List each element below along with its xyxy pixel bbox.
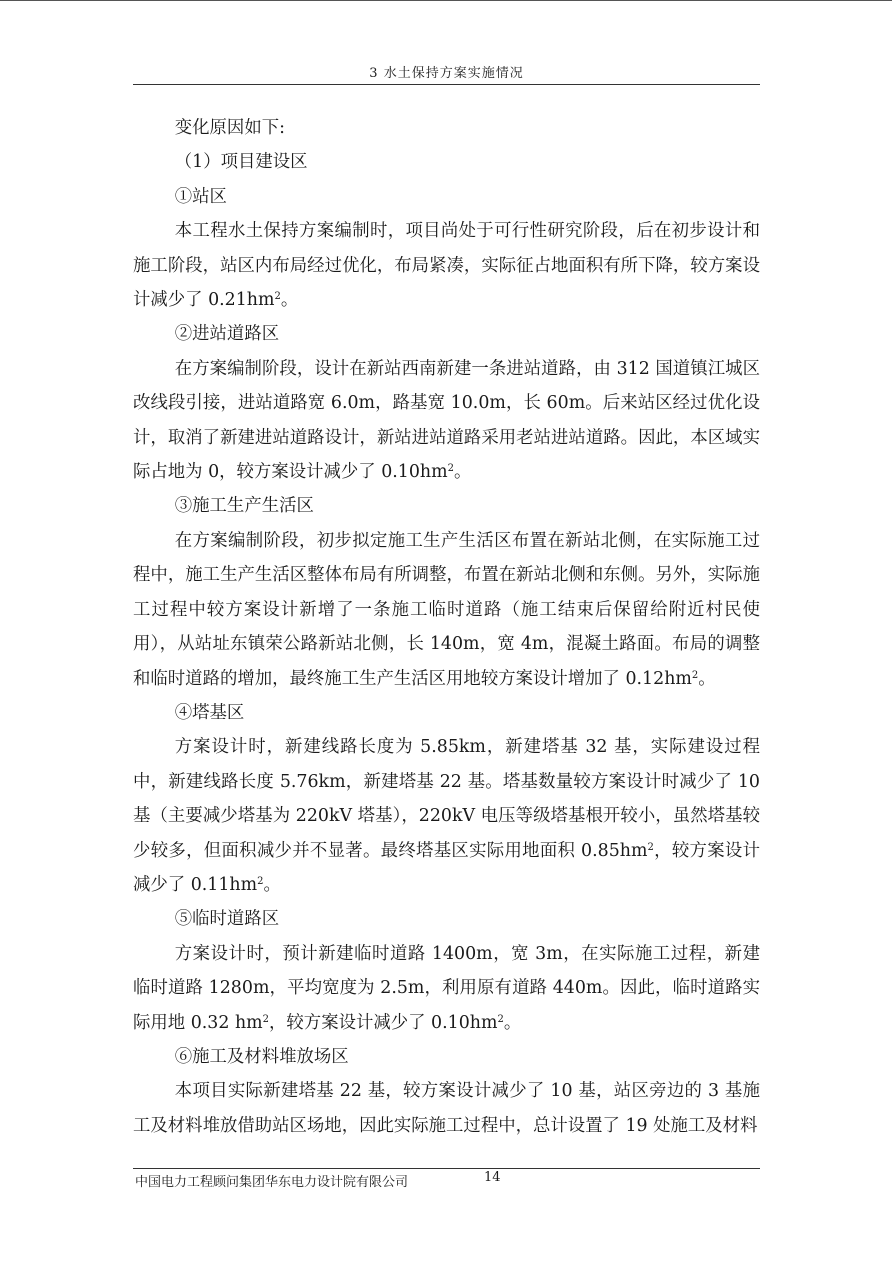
paragraph-construction-area bbox=[133, 524, 760, 696]
paragraph-text: 本工程水土保持方案编制时，项目尚处于可行性研究阶段，后在初步设计和施工阶段，站区内布局经过优化，布局紧凑，实际征占地面积有所下降，较方案设计减少了 0.21hm bbox=[133, 221, 760, 311]
paragraph-text: 。 bbox=[503, 1012, 522, 1033]
paragraph-station bbox=[133, 214, 760, 317]
paragraph-access-road bbox=[133, 352, 760, 490]
item-heading-material-yard: ⑥施工及材料堆放场区 bbox=[174, 1046, 349, 1067]
item-heading-station: ①站区 bbox=[174, 186, 227, 207]
superscript: 2 bbox=[262, 1013, 270, 1025]
paragraph-material-yard: 本项目实际新建塔基 22 基，较方案设计减少了 10 基，站区旁边的 3 基施工及材料堆放借助站区场地，因此实际施工过程中，总计设置了 19 处施工及材料 bbox=[133, 1081, 760, 1136]
paragraph-text: 在方案编制阶段，设计在新站西南新建一条进站道路，由 312 国道镇江城区改线段引接，进站道路宽 6.0m，路基宽 10.0m，长 60m。后来站区经过优化设计，取消了新建进站道路设计，新站进站道路采用老站进站道路。因此，本区域实际占地为 0，较方案设计减少了 0.10hm bbox=[133, 358, 760, 483]
paragraph-text: ，较方案设计减少了 0.10hm bbox=[269, 1012, 498, 1033]
item-heading-temp-road: ⑤临时道路区 bbox=[174, 909, 280, 930]
intro-line: 变化原因如下: bbox=[174, 118, 285, 138]
paragraph-temp-road bbox=[133, 937, 760, 1040]
superscript: 2 bbox=[257, 875, 264, 887]
item-heading-tower-base: ④塔基区 bbox=[174, 702, 245, 723]
footer-rule bbox=[133, 1168, 760, 1169]
page-number: 14 bbox=[484, 1170, 501, 1185]
paragraph-text: 方案设计时，新建线路长度为 5.85km，新建塔基 32 基，实际建设过程中，新建线路长度 5.76km，新建塔基 22 基。塔基数量较方案设计时减少了 10 基（主要减少塔基为 220kV 塔基），220kV 电压等级塔基根开较小，虽然塔基较少较多，但面积减少并不显著。最终塔基区实际用地面积 0.85hm bbox=[133, 737, 760, 861]
paragraph-tower-base bbox=[133, 730, 760, 902]
paragraph-text: 在方案编制阶段，初步拟定施工生产生活区布置在新站北侧，在实际施工过程中，施工生产生活区整体布局有所调整，布置在新站北侧和东侧。另外，实际施工过程中较方案设计新增了一条施工临时道路（施工结束后保留给附近村民使用），从站址东镇荣公路新站北侧，长 140m，宽 4m，混凝土路面。布局的调整和临时道路的增加，最终施工生产生活区用地较方案设计增加了 0.12hm bbox=[133, 530, 760, 689]
paragraph-text: 。 bbox=[263, 874, 281, 895]
superscript: 2 bbox=[691, 669, 699, 681]
superscript: 2 bbox=[497, 1013, 504, 1025]
paragraph-text: 方案设计时，预计新建临时道路 1400m，宽 3m，在实际施工过程，新建临时道路 1280m，平均宽度为 2.5m，利用原有道路 440m。因此，临时道路实际用地 0.32 hm bbox=[133, 943, 760, 1033]
footer-organization: 中国电力工程顾问集团华东电力设计院有限公司 bbox=[135, 1175, 409, 1190]
section-heading: （1）项目建设区 bbox=[174, 152, 308, 173]
running-header: 3 水土保持方案实施情况 bbox=[369, 66, 524, 81]
paragraph-text: 。 bbox=[280, 290, 299, 311]
item-heading-construction-area: ③施工生产生活区 bbox=[174, 496, 314, 517]
header-rule bbox=[133, 84, 760, 85]
page-top-border bbox=[0, 0, 892, 1]
superscript: 2 bbox=[447, 463, 454, 475]
paragraph-text: ，较方案设计减少了 0.11hm bbox=[133, 840, 760, 895]
superscript: 2 bbox=[274, 291, 281, 303]
paragraph-text: 。 bbox=[698, 668, 716, 689]
superscript: 2 bbox=[647, 841, 654, 853]
document-body bbox=[133, 111, 760, 1143]
item-heading-access-road: ②进站道路区 bbox=[174, 324, 280, 345]
paragraph-text: 。 bbox=[454, 462, 472, 483]
